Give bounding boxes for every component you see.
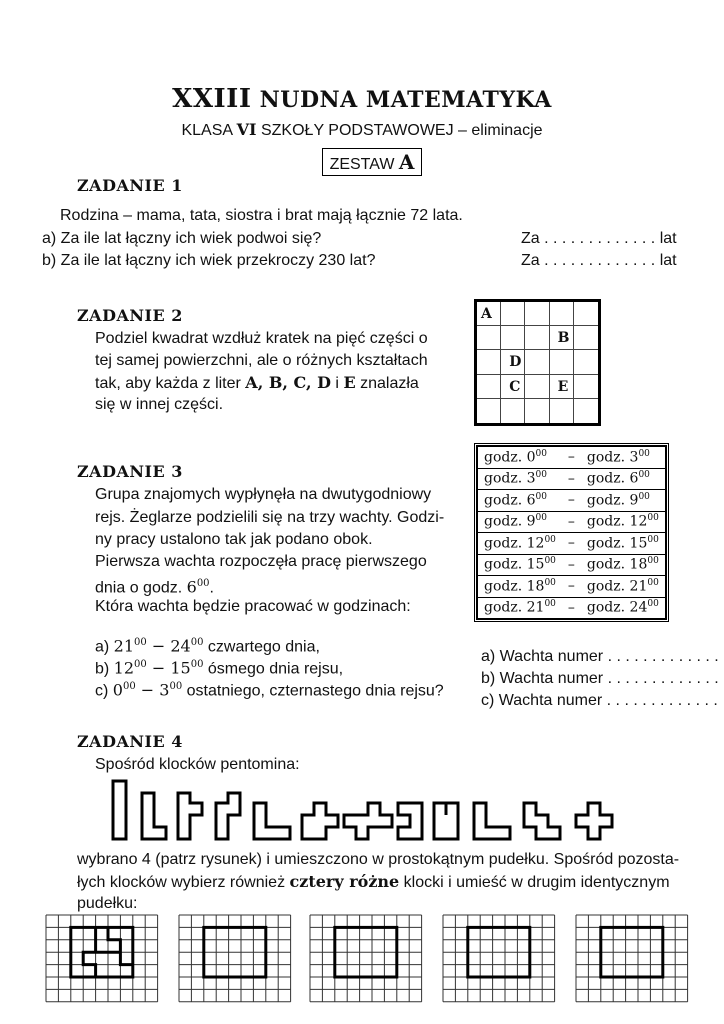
grid-letter-a: A <box>481 306 492 322</box>
task1-answer-b[interactable]: Za . . . . . . . . . . . . . lat <box>521 252 677 269</box>
hours-to: godz. $6^{00}$ <box>581 468 665 490</box>
hours-to: godz. $12^{00}$ <box>581 511 665 533</box>
hours-from: godz. $9^{00}$ <box>478 511 562 533</box>
grid-cell <box>525 375 549 399</box>
task3-answer-b[interactable]: b) Wachta numer . . . . . . . . . . . . . <box>481 670 719 687</box>
task1-question-b: b) Za ile lat łączny ich wiek przekroczy 230 lat? <box>42 252 376 269</box>
pentomino-z-icon <box>524 803 560 839</box>
hours-from: godz. $6^{00}$ <box>478 490 562 512</box>
pentomino-u-icon <box>398 803 422 839</box>
hours-from: godz. $3^{00}$ <box>478 468 562 490</box>
grid-cell <box>525 326 549 350</box>
pentomino-grid <box>443 915 555 1002</box>
task2-line1: Podziel kwadrat wzdłuż kratek na pięć części o <box>95 330 428 347</box>
task4-line2: wybrano 4 (patrz rysunek) i umieszczono w prostokątnym pudełku. Spośród pozosta- <box>77 851 680 868</box>
task3-answer-c[interactable]: c) Wachta numer . . . . . . . . . . . . . <box>481 692 718 709</box>
grid-cell <box>525 350 549 374</box>
pentomino-f-icon <box>344 803 392 839</box>
task3-items <box>95 632 444 698</box>
task3-item: c) $0^{00} - 3^{00}$ ostatniego, czternastego dnia rejsu? <box>95 680 444 700</box>
task2-line2: tej samej powierzchni, ale o różnych kształtach <box>95 352 428 369</box>
hours-dash: – <box>562 511 581 533</box>
hours-row <box>478 468 666 490</box>
hours-to: godz. $9^{00}$ <box>581 490 665 512</box>
grid-cell <box>477 375 501 399</box>
grid-cell <box>525 302 549 326</box>
task1-intro: Rodzina – mama, tata, siostra i brat mają łącznie 72 lata. <box>60 207 463 224</box>
hours-dash: – <box>562 533 581 555</box>
pentomino-t-icon <box>254 803 290 839</box>
grid-cell <box>550 399 574 423</box>
grid-cell <box>574 399 598 423</box>
task3-line2: rejs. Żeglarze podzielili się na trzy wachty. Godzi- <box>95 509 445 526</box>
task3-heading: ZADANIE 3 <box>77 462 183 481</box>
hours-to: godz. $21^{00}$ <box>581 576 665 598</box>
hours-row <box>478 511 666 533</box>
pentomino-x-icon <box>576 803 612 839</box>
task3-line5: dnia o godz. $6^{00}$. <box>95 577 214 597</box>
pentomino-p-icon <box>434 803 458 839</box>
pentomino-y-icon <box>178 793 202 839</box>
task3-answer-a[interactable]: a) Wachta numer . . . . . . . . . . . . . <box>481 648 719 665</box>
pentomino-grid <box>310 915 422 1002</box>
grid-cell <box>477 326 501 350</box>
hours-dash: – <box>562 447 581 469</box>
hours-from: godz. $21^{00}$ <box>478 597 562 619</box>
hours-row <box>478 533 666 555</box>
hours-dash: – <box>562 490 581 512</box>
grid-letter-e: E <box>557 378 569 395</box>
pentomino-boxes <box>0 912 724 1018</box>
hours-from: godz. $18^{00}$ <box>478 576 562 598</box>
hours-row <box>478 490 666 512</box>
grid-letter-c: C <box>509 378 521 395</box>
pentomino-w-icon <box>302 803 338 839</box>
task3-item: b) $12^{00} - 15^{00}$ ósmego dnia rejsu, <box>95 658 344 678</box>
pentomino-pieces <box>108 775 618 843</box>
hours-dash: – <box>562 576 581 598</box>
watch-hours-table <box>474 443 669 622</box>
task3-line3: ny pracy ustalono tak jak podano obok. <box>95 531 373 548</box>
pentomino-grid <box>576 915 688 1002</box>
task4-line4: pudełku: <box>77 895 138 912</box>
page-subtitle: KLASA VI SZKOŁY PODSTAWOWEJ – eliminacje <box>181 120 543 139</box>
pentomino-l-icon <box>142 793 166 839</box>
task2-line3: tak, aby każda z liter A, B, C, D i E znalazła <box>95 373 419 392</box>
hours-dash: – <box>562 597 581 619</box>
hours-to: godz. $24^{00}$ <box>581 597 665 619</box>
hours-from: godz. $0^{00}$ <box>478 447 562 469</box>
task2-line4: się w innej części. <box>95 396 224 413</box>
hours-dash: – <box>562 554 581 576</box>
task3-line6: Która wachta będzie pracować w godzinach: <box>95 598 411 615</box>
grid-cell <box>574 302 598 326</box>
hours-from: godz. $12^{00}$ <box>478 533 562 555</box>
pentomino-n-icon <box>216 793 240 839</box>
hours-row <box>478 554 666 576</box>
square-grid <box>474 299 601 426</box>
task1-question-a: a) Za ile lat łączny ich wiek podwoi się? <box>42 230 322 247</box>
task4-line3: łych klocków wybierz również cztery różne klocki i umieść w drugim identycznym <box>77 872 670 891</box>
pentomino-grid <box>179 915 291 1002</box>
pentomino-i-icon <box>113 781 126 839</box>
page-title: XXIII NUDNA MATEMATYKA <box>172 84 552 114</box>
task4-line1: Spośród klocków pentomina: <box>95 756 300 773</box>
hours-from: godz. $15^{00}$ <box>478 554 562 576</box>
hours-to: godz. $18^{00}$ <box>581 554 665 576</box>
grid-cell <box>477 399 501 423</box>
hours-dash: – <box>562 468 581 490</box>
grid-letter-d: D <box>509 354 522 371</box>
pentomino-grid <box>46 915 158 1002</box>
grid-cell <box>574 375 598 399</box>
pentomino-v-icon <box>474 803 510 839</box>
hours-to: godz. $3^{00}$ <box>581 447 665 469</box>
set-label: ZESTAW A <box>322 148 422 176</box>
hours-row <box>478 447 666 469</box>
grid-cell <box>501 326 525 350</box>
task2-heading: ZADANIE 2 <box>77 306 183 325</box>
hours-row <box>478 597 666 619</box>
grid-cell <box>550 350 574 374</box>
grid-cell <box>574 326 598 350</box>
task1-answer-a[interactable]: Za . . . . . . . . . . . . . lat <box>521 230 677 247</box>
task3-item: a) $21^{00} - 24^{00}$ czwartego dnia, <box>95 636 320 656</box>
task3-line4: Pierwsza wachta rozpoczęła pracę pierwszego <box>95 553 427 570</box>
task3-line1: Grupa znajomych wypłynęła na dwutygodniowy <box>95 486 432 503</box>
grid-cell <box>525 399 549 423</box>
task4-heading: ZADANIE 4 <box>77 732 183 751</box>
grid-cell <box>477 350 501 374</box>
grid-cell <box>550 302 574 326</box>
task1-heading: ZADANIE 1 <box>77 176 183 195</box>
grid-cell <box>501 302 525 326</box>
grid-letter-b: B <box>557 330 570 347</box>
hours-row <box>478 576 666 598</box>
grid-cell <box>574 350 598 374</box>
grid-cell <box>501 399 525 423</box>
hours-to: godz. $15^{00}$ <box>581 533 665 555</box>
